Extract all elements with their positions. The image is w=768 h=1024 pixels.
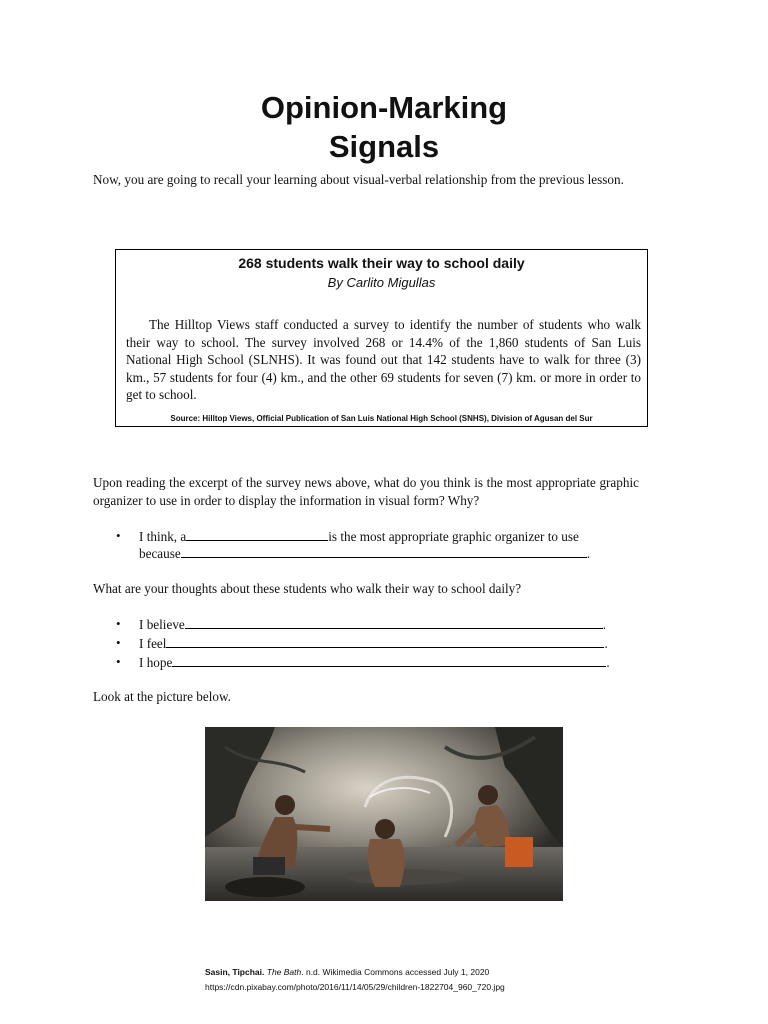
opinion-feel-label: I feel <box>139 636 167 651</box>
feel-blank[interactable] <box>166 635 604 648</box>
graphic-organizer-blank[interactable] <box>186 528 328 541</box>
bullet-hope: • <box>116 654 121 669</box>
opinion-believe-label: I believe <box>139 617 185 632</box>
question-thoughts: What are your thoughts about these students who walk their way to school daily? <box>93 581 522 596</box>
answer1-part2: is the most appropriate graphic organizer to use <box>328 529 579 544</box>
caption-work: The Bath <box>266 967 302 977</box>
answer1-end: . <box>586 546 591 561</box>
page-title <box>0 88 768 166</box>
answer1-part1: I think, a <box>139 529 187 544</box>
children-bath-photo <box>205 727 563 901</box>
look-prompt: Look at the picture below. <box>93 689 231 704</box>
bullet-answer1: • <box>116 528 121 543</box>
news-byline: By Carlito Migullas <box>327 275 436 290</box>
answer1-part3: because <box>139 546 181 561</box>
question-graphic-organizer: Upon reading the excerpt of the survey news above, what do you think is the most appropriate graphic organizer to use in order to display the information in visual form? Why? <box>93 475 639 508</box>
opinion-hope-line <box>139 654 610 671</box>
caption-author: Sasin, Tipchai. <box>205 967 265 977</box>
caption-rest: . n.d. Wikimedia Commons accessed July 1, 2020 <box>301 967 490 977</box>
reason-blank[interactable] <box>181 545 587 558</box>
title-line-2: Signals <box>328 129 440 164</box>
opinion-believe-line <box>139 616 606 633</box>
news-headline: 268 students walk their way to school daily <box>238 255 525 271</box>
answer1-line2 <box>139 545 590 562</box>
opinion-hope-end: . <box>606 655 610 670</box>
intro-paragraph: Now, you are going to recall your learning about visual-verbal relationship from the previous lesson. <box>93 172 624 187</box>
photo-caption-citation <box>205 967 489 977</box>
opinion-feel-line <box>139 635 608 652</box>
opinion-hope-label: I hope <box>139 655 173 670</box>
opinion-believe-end: . <box>602 617 607 632</box>
believe-blank[interactable] <box>185 616 603 629</box>
title-line-1: Opinion-Marking <box>260 90 508 125</box>
news-body: The Hilltop Views staff conducted a survey to identify the number of students who walk their way to school. The survey involved 268 or 14.4% of the 1,860 students of San Luis National High School (SLNHS). It was found out that 142 students have to walk for three (3) km., 57 students for four (4) km., and the other 69 students for seven (7) km. or more in order to get to school. <box>126 317 641 403</box>
news-source: Source: Hilltop Views, Official Publication of San Luis National High School (SNHS), Division of Agusan del Sur <box>170 414 593 423</box>
opinion-feel-end: . <box>604 636 608 651</box>
bullet-feel: • <box>116 635 121 650</box>
news-excerpt-box <box>115 249 648 427</box>
hope-blank[interactable] <box>172 654 606 667</box>
bullet-believe: • <box>116 616 121 631</box>
answer1-line1 <box>139 528 579 545</box>
photo-caption-url[interactable]: https://cdn.pixabay.com/photo/2016/11/14/05/29/children-1822704_960_720.jpg <box>205 982 505 992</box>
